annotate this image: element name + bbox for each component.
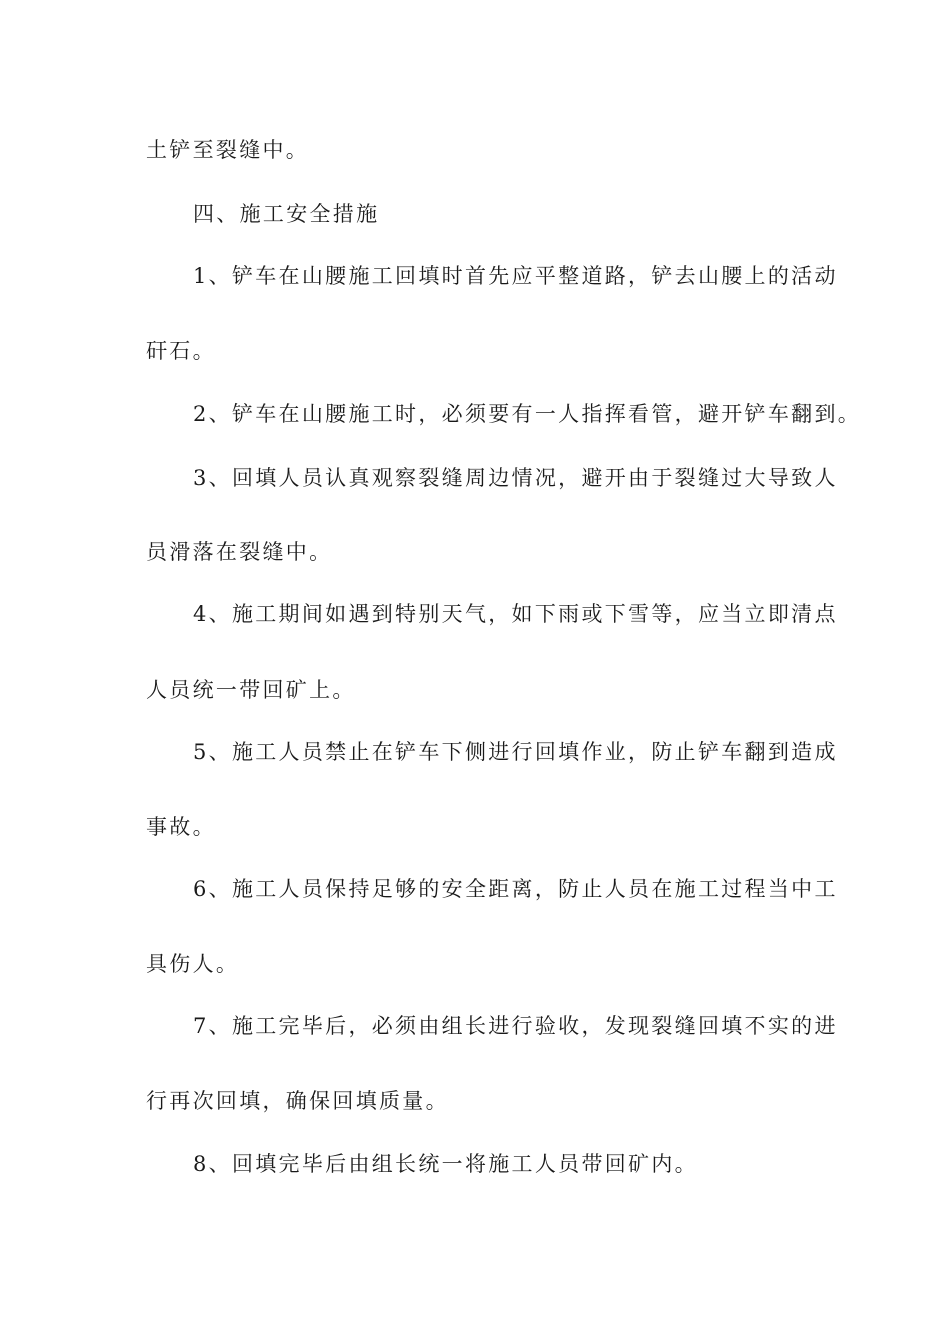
list-item-7-line-2: 行再次回填，确保回填质量。 [146,1089,449,1113]
list-item-1-line-1: 1、铲车在山腰施工回填时首先应平整道路，铲去山腰上的活动 [193,264,838,288]
list-item-6-line-1: 6、施工人员保持足够的安全距离，防止人员在施工过程当中工 [193,877,838,901]
paragraph-continuation: 土铲至裂缝中。 [146,138,310,162]
list-item-2: 2、铲车在山腰施工时，必须要有一人指挥看管，避开铲车翻到。 [193,402,862,426]
list-item-3-line-2: 员滑落在裂缝中。 [146,540,333,564]
list-item-4-line-1: 4、施工期间如遇到特别天气，如下雨或下雪等，应当立即清点 [193,602,838,626]
list-item-1-line-2: 矸石。 [146,339,216,363]
list-item-3-line-1: 3、回填人员认真观察裂缝周边情况，避开由于裂缝过大导致人 [193,466,838,490]
list-item-5-line-2: 事故。 [146,815,216,839]
list-item-7-line-1: 7、施工完毕后，必须由组长进行验收，发现裂缝回填不实的进 [193,1014,838,1038]
section-heading: 四、施工安全措施 [193,202,380,226]
list-item-4-line-2: 人员统一带回矿上。 [146,678,356,702]
list-item-8: 8、回填完毕后由组长统一将施工人员带回矿内。 [193,1152,698,1176]
list-item-5-line-1: 5、施工人员禁止在铲车下侧进行回填作业，防止铲车翻到造成 [193,740,838,764]
list-item-6-line-2: 具伤人。 [146,952,240,976]
